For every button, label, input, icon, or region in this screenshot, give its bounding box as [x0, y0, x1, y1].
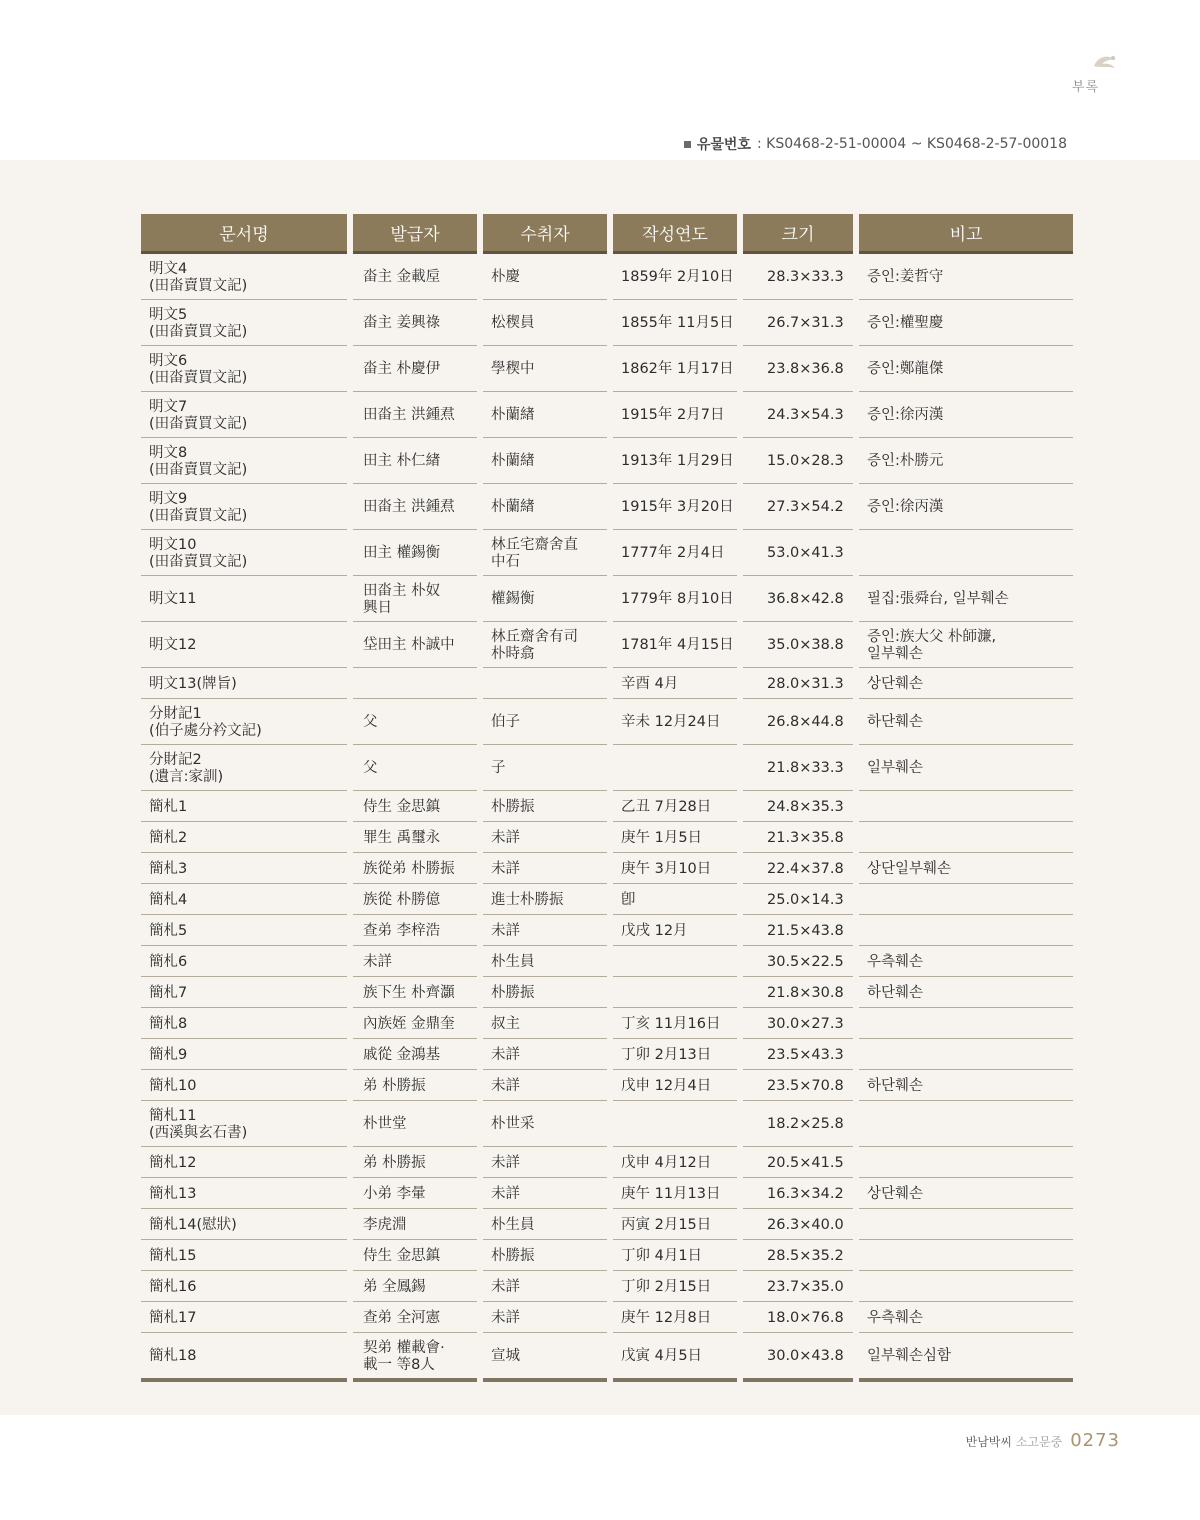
- column-header-issuer: 발급자: [353, 214, 477, 254]
- cell-recipient: 未詳: [483, 1302, 607, 1333]
- cell-issuer: 田主 朴仁緖: [353, 438, 477, 484]
- cell-recipient: 未詳: [483, 1147, 607, 1178]
- cell-note: 우측훼손: [859, 946, 1073, 977]
- cell-note: [859, 791, 1073, 822]
- cell-year: 1913年 1月29日: [613, 438, 737, 484]
- cell-issuer: 田畓主 朴奴 興日: [353, 576, 477, 622]
- cell-size: 23.8×36.8: [743, 346, 853, 392]
- cell-note: [859, 1039, 1073, 1070]
- cell-note: 증인:鄭龍傑: [859, 346, 1073, 392]
- cell-note: 일부훼손: [859, 745, 1073, 791]
- cell-document-name: 明文12: [141, 622, 347, 668]
- table-row: [141, 699, 1073, 745]
- cell-document-name: 分財記2 (遺言:家訓): [141, 745, 347, 791]
- column-header-document-name: 문서명: [141, 214, 347, 254]
- cell-issuer: 契弟 權載會· 載一 等8人: [353, 1333, 477, 1382]
- cell-note: [859, 1271, 1073, 1302]
- cell-document-name: 簡札13: [141, 1178, 347, 1209]
- cell-issuer: 罪生 禹璽永: [353, 822, 477, 853]
- cell-document-name: 簡札17: [141, 1302, 347, 1333]
- cell-issuer: 內族姪 金鼎奎: [353, 1008, 477, 1039]
- table-row: [141, 745, 1073, 791]
- cell-note: 증인:權聖慶: [859, 300, 1073, 346]
- cell-size: 28.0×31.3: [743, 668, 853, 699]
- table-row: [141, 791, 1073, 822]
- cell-document-name: 簡札8: [141, 1008, 347, 1039]
- cell-note: [859, 1240, 1073, 1271]
- cell-recipient: 朴慶: [483, 254, 607, 300]
- table-row: [141, 300, 1073, 346]
- cell-document-name: 分財記1 (伯子處分衿文記): [141, 699, 347, 745]
- cell-issuer: 族從 朴勝億: [353, 884, 477, 915]
- table-row: [141, 1240, 1073, 1271]
- book-title: [966, 1433, 1063, 1450]
- table-row: [141, 530, 1073, 576]
- cell-note: 상단훼손: [859, 668, 1073, 699]
- cell-year: 1915年 2月7日: [613, 392, 737, 438]
- cell-year: 1781年 4月15日: [613, 622, 737, 668]
- column-header-year: 작성연도: [613, 214, 737, 254]
- cell-note: [859, 1008, 1073, 1039]
- cell-recipient: 宣城: [483, 1333, 607, 1382]
- cell-size: 24.8×35.3: [743, 791, 853, 822]
- cell-note: 증인:朴勝元: [859, 438, 1073, 484]
- cell-size: 28.3×33.3: [743, 254, 853, 300]
- cell-issuer: 田畓主 洪鍾焄: [353, 484, 477, 530]
- cell-issuer: 畓主 朴慶伊: [353, 346, 477, 392]
- cell-recipient: 朴勝振: [483, 977, 607, 1008]
- cell-recipient: 朴蘭緖: [483, 392, 607, 438]
- cell-issuer: 父: [353, 699, 477, 745]
- cell-recipient: 未詳: [483, 1070, 607, 1101]
- cell-issuer: 朴世堂: [353, 1101, 477, 1147]
- cell-issuer: 弟 全鳳錫: [353, 1271, 477, 1302]
- cell-year: 1779年 8月10日: [613, 576, 737, 622]
- cell-document-name: 明文9 (田畓賣買文記): [141, 484, 347, 530]
- table-row: [141, 668, 1073, 699]
- cell-year: 辛酉 4月: [613, 668, 737, 699]
- cell-recipient: 朴勝振: [483, 791, 607, 822]
- cell-document-name: 簡札2: [141, 822, 347, 853]
- cell-recipient: 未詳: [483, 822, 607, 853]
- cell-issuer: 族從弟 朴勝振: [353, 853, 477, 884]
- cell-year: 戊申 12月4日: [613, 1070, 737, 1101]
- cell-size: 20.5×41.5: [743, 1147, 853, 1178]
- section-label: 부록: [1072, 80, 1100, 95]
- cell-size: 21.8×30.8: [743, 977, 853, 1008]
- cell-document-name: 明文10 (田畓賣買文記): [141, 530, 347, 576]
- table-row: [141, 884, 1073, 915]
- cell-recipient: 叔主: [483, 1008, 607, 1039]
- cell-size: 25.0×14.3: [743, 884, 853, 915]
- cell-note: [859, 915, 1073, 946]
- cell-year: 丙寅 2月15日: [613, 1209, 737, 1240]
- cell-year: 丁卯 4月1日: [613, 1240, 737, 1271]
- cell-year: [613, 977, 737, 1008]
- cell-size: 21.3×35.8: [743, 822, 853, 853]
- cell-recipient: 學稧中: [483, 346, 607, 392]
- cell-document-name: 明文8 (田畓賣買文記): [141, 438, 347, 484]
- cell-document-name: 簡札1: [141, 791, 347, 822]
- cell-size: 26.8×44.8: [743, 699, 853, 745]
- table-row: [141, 576, 1073, 622]
- cell-size: 21.8×33.3: [743, 745, 853, 791]
- cell-note: 증인:徐丙漢: [859, 392, 1073, 438]
- cell-year: [613, 745, 737, 791]
- cell-document-name: 簡札10: [141, 1070, 347, 1101]
- cell-note: 증인:徐丙漢: [859, 484, 1073, 530]
- table-row: [141, 254, 1073, 300]
- cell-year: 庚午 11月13日: [613, 1178, 737, 1209]
- cell-note: 필집:張舜台, 일부훼손: [859, 576, 1073, 622]
- cell-issuer: 查弟 全河憲: [353, 1302, 477, 1333]
- cell-year: [613, 946, 737, 977]
- cell-year: 1855年 11月5日: [613, 300, 737, 346]
- cell-note: 일부훼손심함: [859, 1333, 1073, 1382]
- table-row: [141, 1209, 1073, 1240]
- cell-year: [613, 1101, 737, 1147]
- table-row: [141, 392, 1073, 438]
- cell-document-name: 簡札15: [141, 1240, 347, 1271]
- cell-size: 15.0×28.3: [743, 438, 853, 484]
- cell-note: [859, 884, 1073, 915]
- cell-issuer: 侍生 金思鎮: [353, 791, 477, 822]
- cell-year: 庚午 1月5日: [613, 822, 737, 853]
- cell-issuer: 李虎淵: [353, 1209, 477, 1240]
- cell-recipient: 伯子: [483, 699, 607, 745]
- cell-recipient: 朴蘭緖: [483, 484, 607, 530]
- cell-issuer: 田畓主 洪鍾焄: [353, 392, 477, 438]
- cell-size: 21.5×43.8: [743, 915, 853, 946]
- cell-issuer: 小弟 李暈: [353, 1178, 477, 1209]
- cell-document-name: 簡札6: [141, 946, 347, 977]
- document-table: [135, 214, 1079, 1382]
- cell-document-name: 簡札5: [141, 915, 347, 946]
- cell-document-name: 明文11: [141, 576, 347, 622]
- table-row: [141, 1039, 1073, 1070]
- cell-note: [859, 1101, 1073, 1147]
- cell-recipient: 未詳: [483, 915, 607, 946]
- cell-recipient: 子: [483, 745, 607, 791]
- column-header-note: 비고: [859, 214, 1073, 254]
- cell-document-name: 簡札9: [141, 1039, 347, 1070]
- cell-recipient: [483, 668, 607, 699]
- cell-year: 1859年 2月10日: [613, 254, 737, 300]
- book-title-sub: 소고문중: [1015, 1435, 1063, 1449]
- brush-mark-icon: [1090, 52, 1120, 76]
- cell-recipient: 未詳: [483, 1271, 607, 1302]
- cell-size: 23.5×70.8: [743, 1070, 853, 1101]
- table-row: [141, 346, 1073, 392]
- cell-issuer: 畓主 金載垕: [353, 254, 477, 300]
- cell-note: 하단훼손: [859, 699, 1073, 745]
- cell-year: 丁亥 11月16日: [613, 1008, 737, 1039]
- cell-document-name: 簡札4: [141, 884, 347, 915]
- table-row: [141, 622, 1073, 668]
- table-row: [141, 1271, 1073, 1302]
- cell-size: 22.4×37.8: [743, 853, 853, 884]
- column-header-recipient: 수취자: [483, 214, 607, 254]
- cell-recipient: 進士朴勝振: [483, 884, 607, 915]
- page-footer: [966, 1430, 1120, 1451]
- cell-size: 36.8×42.8: [743, 576, 853, 622]
- cell-issuer: 戚從 金鴻基: [353, 1039, 477, 1070]
- cell-issuer: 族下生 朴齊灝: [353, 977, 477, 1008]
- cell-year: 庚午 3月10日: [613, 853, 737, 884]
- cell-recipient: 朴勝振: [483, 1240, 607, 1271]
- cell-size: 26.7×31.3: [743, 300, 853, 346]
- cell-note: [859, 1147, 1073, 1178]
- cell-year: 卽: [613, 884, 737, 915]
- table-row: [141, 853, 1073, 884]
- cell-issuer: 田主 權錫衡: [353, 530, 477, 576]
- cell-size: 26.3×40.0: [743, 1209, 853, 1240]
- cell-issuer: 弟 朴勝振: [353, 1070, 477, 1101]
- table-row: [141, 438, 1073, 484]
- cell-document-name: 簡札11 (西溪與玄石書): [141, 1101, 347, 1147]
- cell-size: 23.7×35.0: [743, 1271, 853, 1302]
- cell-document-name: 簡札7: [141, 977, 347, 1008]
- table-row: [141, 1302, 1073, 1333]
- square-bullet-icon: [684, 141, 691, 148]
- table-row: [141, 822, 1073, 853]
- cell-year: 1915年 3月20日: [613, 484, 737, 530]
- cell-size: 30.5×22.5: [743, 946, 853, 977]
- cell-note: 상단일부훼손: [859, 853, 1073, 884]
- table-row: [141, 915, 1073, 946]
- cell-size: 30.0×43.8: [743, 1333, 853, 1382]
- table-row: [141, 484, 1073, 530]
- artifact-number-value: : KS0468-2-51-00004 ~ KS0468-2-57-00018: [756, 136, 1067, 152]
- table-row: [141, 1147, 1073, 1178]
- table-row: [141, 1070, 1073, 1101]
- cell-size: 18.2×25.8: [743, 1101, 853, 1147]
- column-header-size: 크기: [743, 214, 853, 254]
- cell-year: 戊申 4月12日: [613, 1147, 737, 1178]
- cell-year: 庚午 12月8日: [613, 1302, 737, 1333]
- cell-document-name: 明文13(牌旨): [141, 668, 347, 699]
- cell-note: 하단훼손: [859, 977, 1073, 1008]
- cell-size: 18.0×76.8: [743, 1302, 853, 1333]
- table-header-row: [141, 214, 1073, 254]
- cell-size: 28.5×35.2: [743, 1240, 853, 1271]
- cell-recipient: 未詳: [483, 1039, 607, 1070]
- cell-document-name: 簡札16: [141, 1271, 347, 1302]
- table-row: [141, 977, 1073, 1008]
- artifact-number: [684, 134, 1067, 154]
- cell-year: 1777年 2月4日: [613, 530, 737, 576]
- cell-issuer: 垈田主 朴誠中: [353, 622, 477, 668]
- cell-recipient: 權錫衡: [483, 576, 607, 622]
- cell-size: 30.0×27.3: [743, 1008, 853, 1039]
- cell-size: 53.0×41.3: [743, 530, 853, 576]
- table-row: [141, 1008, 1073, 1039]
- cell-note: [859, 822, 1073, 853]
- cell-document-name: 明文4 (田畓賣買文記): [141, 254, 347, 300]
- table-row: [141, 1333, 1073, 1382]
- cell-note: 하단훼손: [859, 1070, 1073, 1101]
- cell-note: [859, 530, 1073, 576]
- cell-issuer: 弟 朴勝振: [353, 1147, 477, 1178]
- cell-issuer: 畓主 姜興祿: [353, 300, 477, 346]
- artifact-number-label: 유물번호: [696, 137, 751, 153]
- cell-issuer: [353, 668, 477, 699]
- cell-issuer: 父: [353, 745, 477, 791]
- cell-recipient: 未詳: [483, 853, 607, 884]
- cell-note: 증인:姜哲守: [859, 254, 1073, 300]
- cell-size: 24.3×54.3: [743, 392, 853, 438]
- table-row: [141, 1101, 1073, 1147]
- cell-recipient: 林丘齋舍有司 朴時翕: [483, 622, 607, 668]
- cell-year: 戊戌 12月: [613, 915, 737, 946]
- cell-recipient: 朴世采: [483, 1101, 607, 1147]
- cell-document-name: 簡札12: [141, 1147, 347, 1178]
- cell-document-name: 明文7 (田畓賣買文記): [141, 392, 347, 438]
- cell-document-name: 簡札3: [141, 853, 347, 884]
- cell-year: 丁卯 2月15日: [613, 1271, 737, 1302]
- cell-note: 상단훼손: [859, 1178, 1073, 1209]
- page-number: 0273: [1070, 1430, 1120, 1451]
- cell-document-name: 明文6 (田畓賣買文記): [141, 346, 347, 392]
- cell-issuer: 侍生 金思鎮: [353, 1240, 477, 1271]
- cell-note: 우측훼손: [859, 1302, 1073, 1333]
- cell-recipient: 朴蘭緖: [483, 438, 607, 484]
- cell-recipient: 松稧員: [483, 300, 607, 346]
- cell-recipient: 林丘宅齋舍直 中石: [483, 530, 607, 576]
- cell-document-name: 簡札14(慰狀): [141, 1209, 347, 1240]
- cell-year: 戊寅 4月5日: [613, 1333, 737, 1382]
- cell-size: 27.3×54.2: [743, 484, 853, 530]
- cell-year: 丁卯 2月13日: [613, 1039, 737, 1070]
- cell-year: 1862年 1月17日: [613, 346, 737, 392]
- cell-document-name: 明文5 (田畓賣買文記): [141, 300, 347, 346]
- cell-year: 乙丑 7月28日: [613, 791, 737, 822]
- cell-size: 35.0×38.8: [743, 622, 853, 668]
- cell-note: [859, 1209, 1073, 1240]
- cell-note: 증인:族大父 朴師濂, 일부훼손: [859, 622, 1073, 668]
- cell-issuer: 查弟 李梓浩: [353, 915, 477, 946]
- table-row: [141, 1178, 1073, 1209]
- cell-issuer: 未詳: [353, 946, 477, 977]
- table-row: [141, 946, 1073, 977]
- cell-year: 辛未 12月24日: [613, 699, 737, 745]
- cell-recipient: 朴生員: [483, 946, 607, 977]
- cell-document-name: 簡札18: [141, 1333, 347, 1382]
- cell-recipient: 未詳: [483, 1178, 607, 1209]
- cell-size: 23.5×43.3: [743, 1039, 853, 1070]
- cell-size: 16.3×34.2: [743, 1178, 853, 1209]
- cell-recipient: 朴生員: [483, 1209, 607, 1240]
- book-title-main: 반남박씨: [965, 1435, 1012, 1449]
